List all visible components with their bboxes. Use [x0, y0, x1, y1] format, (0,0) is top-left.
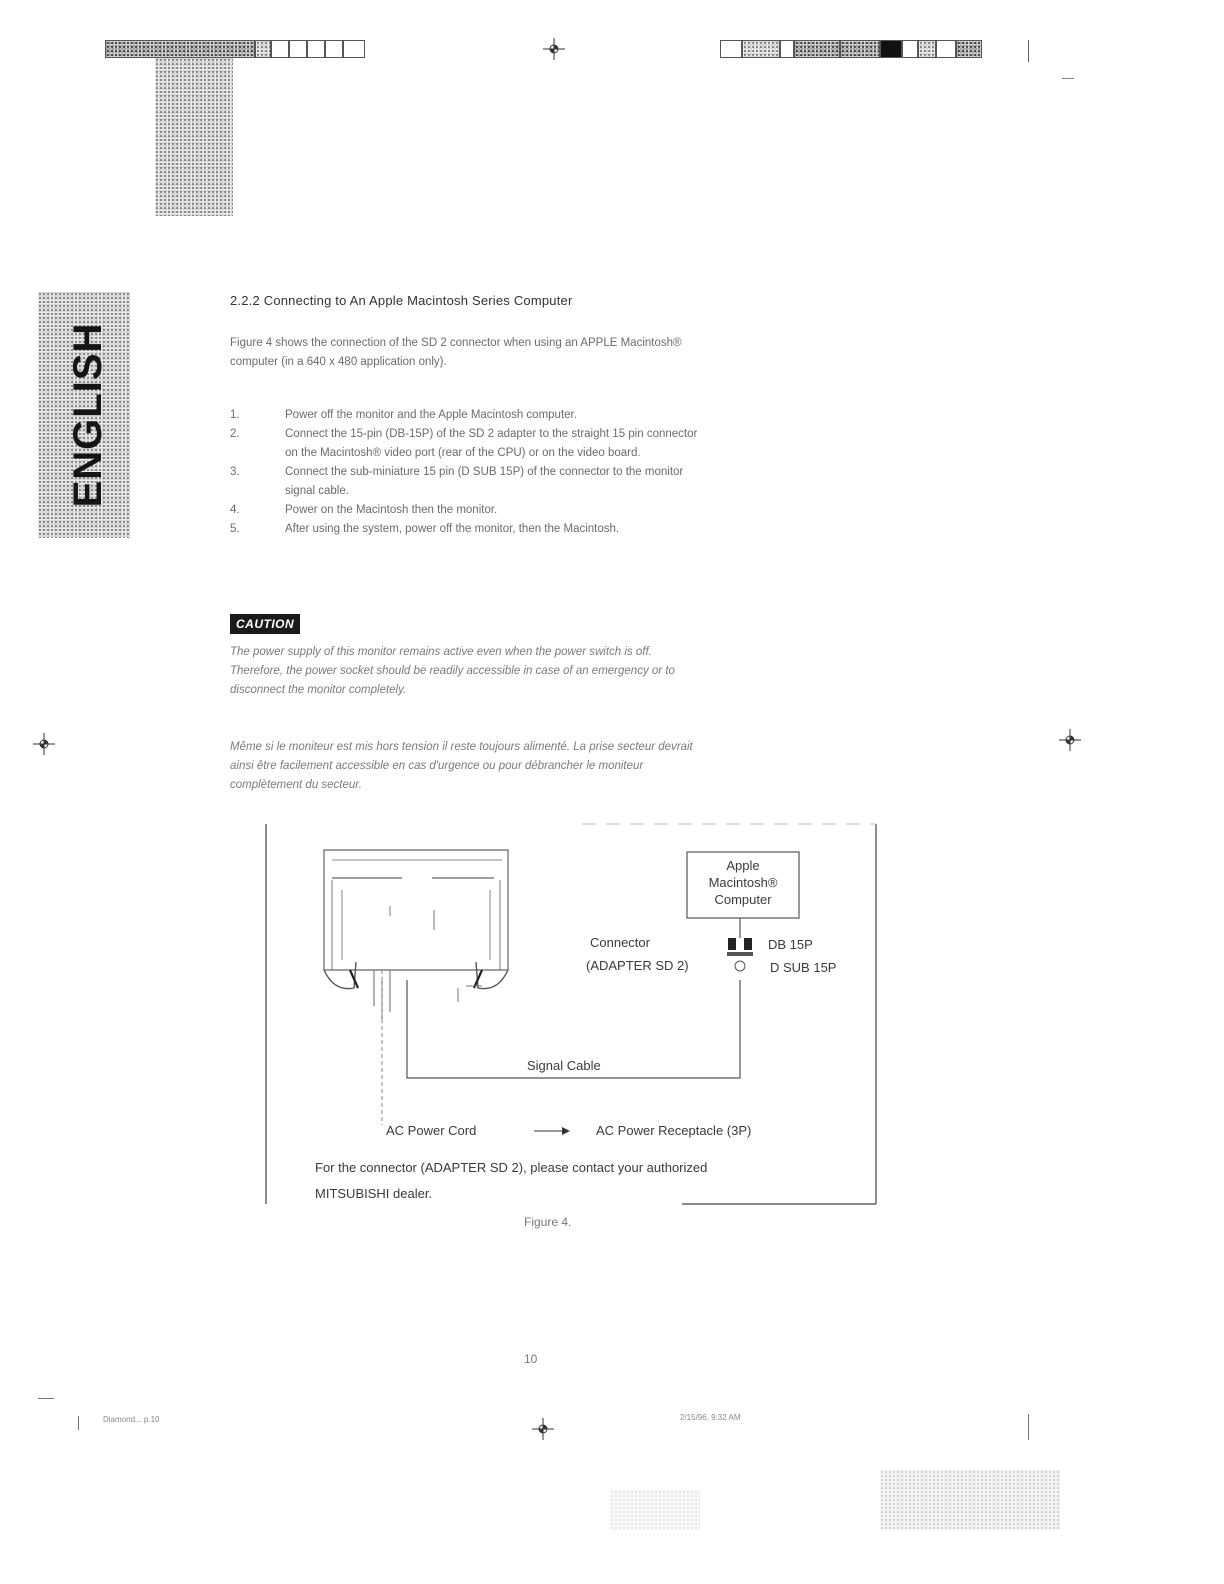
dsub15p-label: D SUB 15P [770, 960, 837, 975]
intro-line: Figure 4 shows the connection of the SD 2 connector when using an APPLE Macintosh® [230, 337, 682, 349]
signal-cable-label: Signal Cable [527, 1058, 601, 1073]
ac-receptacle-label: AC Power Receptacle (3P) [596, 1123, 752, 1138]
registration-crosshair-icon [1059, 729, 1081, 751]
figure-caption: Figure 4. [524, 1215, 572, 1229]
registration-crosshair-icon [33, 733, 55, 755]
step-text: Power off the monitor and the Apple Macintosh computer. [285, 409, 577, 421]
step-text-line: Connect the 15-pin (DB-15P) of the SD 2 adapter to the straight 15 pin connector [285, 428, 698, 440]
list-item [230, 406, 890, 425]
list-item [230, 501, 890, 520]
step-text-line: on the Macintosh® video port (rear of the CPU) or on the video board. [285, 447, 641, 459]
caution-text-en [230, 643, 890, 700]
list-item [230, 520, 890, 539]
step-number: 3. [230, 466, 240, 478]
computer-label [687, 857, 799, 908]
computer-label-line: Macintosh® [708, 875, 778, 890]
registration-crosshair-icon [532, 1418, 554, 1440]
caution-badge-wrap [230, 615, 300, 633]
step-number: 4. [230, 504, 240, 516]
diagram-note-line: MITSUBISHI dealer. [315, 1186, 433, 1201]
monitor-rear-illustration [324, 850, 508, 1020]
trim-mark [78, 1416, 79, 1430]
list-item [230, 425, 890, 463]
registration-crosshair-icon [543, 38, 565, 60]
computer-label-line: Apple [726, 858, 760, 873]
caution-line: disconnect the monitor completely. [230, 684, 407, 696]
connector-label: Connector [590, 935, 650, 950]
registration-bar-right [720, 40, 982, 58]
step-text [285, 463, 683, 501]
caution-line: complètement du secteur. [230, 779, 362, 791]
trim-mark [38, 1398, 54, 1399]
caution-line: The power supply of this monitor remains active even when the power switch is off. [230, 646, 652, 658]
step-text-line: Connect the sub-miniature 15 pin (D SUB 15P) of the connector to the monitor [285, 466, 684, 478]
step-text [285, 425, 697, 463]
list-item [230, 463, 890, 501]
footer-slug-right: 2/15/96, 9:32 AM [680, 1413, 741, 1422]
step-text: Power on the Macintosh then the monitor. [285, 504, 498, 516]
trim-mark [1028, 40, 1029, 62]
caution-line: Therefore, the power socket should be readily accessible in case of an emergency or to [230, 665, 675, 677]
adapter-connector-icon [727, 938, 753, 971]
step-number: 1. [230, 409, 240, 421]
intro-line: computer (in a 640 x 480 application only). [230, 356, 447, 368]
scan-noise [880, 1470, 1060, 1530]
registration-bar-left [105, 40, 365, 58]
steps-list [230, 406, 890, 539]
intro-paragraph [230, 334, 890, 372]
caution-line: ainsi être facilement accessible en cas d'urgence ou pour débrancher le moniteur [230, 760, 644, 772]
adapter-label: (ADAPTER SD 2) [586, 958, 689, 973]
diagram-note-line: For the connector (ADAPTER SD 2), please contact your authorized [315, 1160, 708, 1175]
caution-line: Même si le moniteur est mis hors tension il reste toujours alimenté. La prise secteur devrait [230, 741, 693, 753]
page-number: 10 [524, 1352, 538, 1366]
computer-label-line: Computer [714, 892, 772, 907]
caution-badge: CAUTION [230, 614, 300, 634]
ac-power-cord-label: AC Power Cord [386, 1123, 477, 1138]
step-number: 5. [230, 523, 240, 535]
trim-mark [1028, 1414, 1029, 1440]
caution-text-fr [230, 738, 890, 795]
step-text-line: signal cable. [285, 485, 349, 497]
db15p-label: DB 15P [768, 937, 813, 952]
trim-mark [1062, 78, 1074, 79]
step-number: 2. [230, 428, 240, 440]
language-tab-label: ENGLISH [66, 322, 110, 508]
diagram-note [315, 1155, 707, 1207]
gray-swatch [155, 58, 233, 216]
footer-slug-left: Diamond... p.10 [103, 1415, 160, 1424]
section-title: 2.2.2 Connecting to An Apple Macintosh Series Computer [230, 293, 573, 308]
scan-noise [610, 1490, 700, 1530]
step-text: After using the system, power off the monitor, then the Macintosh. [285, 523, 620, 535]
